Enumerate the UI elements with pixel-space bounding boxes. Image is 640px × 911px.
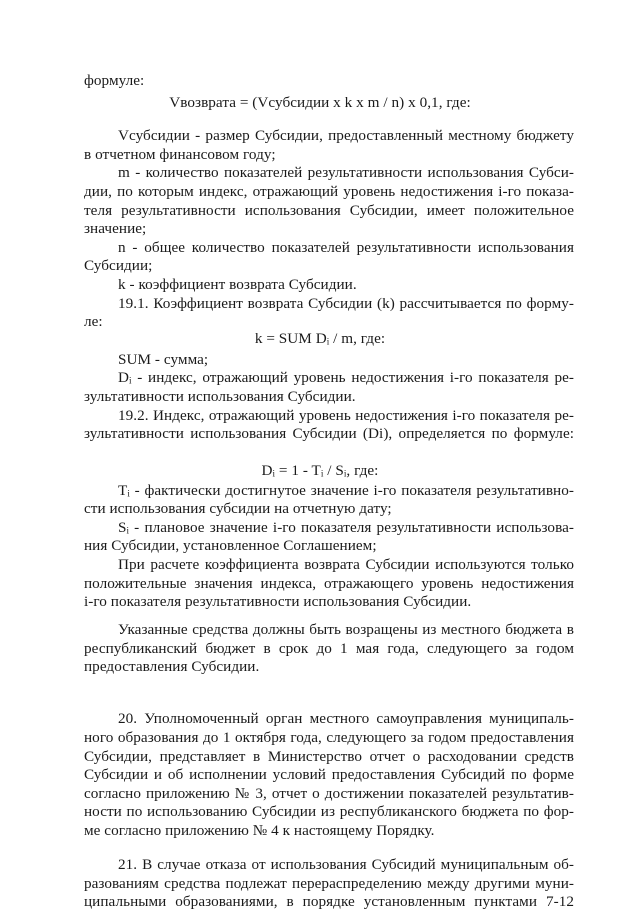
text-line-25: При расчете коэффициента возврата Субсидии используются только bbox=[118, 556, 574, 573]
text-line-19: зультативности использования Субсидии (Di), определяется по формуле: bbox=[84, 425, 574, 442]
text-line-33: Субсидии, представляет в Министерство отчет о расходовании средств bbox=[84, 748, 574, 765]
text-line-4: в отчетном финансовом году; bbox=[84, 146, 276, 163]
text-line-16: Dᵢ - индекс, отражающий уровень недостижения i-го показателя ре- bbox=[118, 369, 574, 386]
text-line-32: ного образования до 1 октября года, следующего за годом предоставления bbox=[84, 729, 574, 746]
text-line-15: SUM - сумма; bbox=[118, 351, 209, 368]
text-line-30: предоставления Субсидии. bbox=[84, 658, 260, 675]
text-line-17: зультативности использования Субсидии. bbox=[84, 388, 356, 405]
text-line-37: ме согласно приложению № 4 к настоящему Порядку. bbox=[84, 822, 435, 839]
text-line-36: ности по использованию Субсидии из республиканского бюджета по фор- bbox=[84, 803, 574, 820]
text-line-3: Vсубсидии - размер Субсидии, предоставленный местному бюджету bbox=[118, 127, 574, 144]
text-line-18: 19.2. Индекс, отражающий уровень недостижения i-го показателя ре- bbox=[118, 407, 574, 424]
text-line-11: k - коэффициент возврата Субсидии. bbox=[118, 276, 357, 293]
text-line-21: Tᵢ - фактически достигнутое значение i-го показателя результативно- bbox=[118, 482, 574, 499]
formula-vreturn: Vвозврата = (Vсубсидии x k x m / n) x 0,1, где: bbox=[169, 94, 471, 111]
text-line-9: n - общее количество показателей результативности использования bbox=[118, 239, 574, 256]
text-line-39: разованиям средства подлежат перераспределению между другими муни- bbox=[84, 875, 574, 892]
text-line-7: теля результативности использования Субсидии, имеет положительное bbox=[84, 202, 574, 219]
formula-k: k = SUM Dᵢ / m, где: bbox=[254, 330, 386, 347]
text-line-28: Указанные средства должны быть возращены из местного бюджета в bbox=[118, 621, 574, 638]
text-line-34: Субсидии и об исполнении условий предоставления Субсидий по форме bbox=[84, 766, 574, 783]
text-line-38: 21. В случае отказа от использования Субсидий муниципальным об- bbox=[118, 856, 574, 873]
formula-di: Dᵢ = 1 - Tᵢ / Sᵢ, где: bbox=[261, 462, 379, 479]
text-line-5: m - количество показателей результативности использования Субси- bbox=[118, 164, 574, 181]
text-line-10: Субсидии; bbox=[84, 257, 153, 274]
text-line-27: i-го показателя результативности использования Субсидии. bbox=[84, 593, 472, 610]
text-line-13: ле: bbox=[84, 313, 103, 330]
text-line-22: сти использования субсидии на отчетную дату; bbox=[84, 500, 392, 517]
text-line-31: 20. Уполномоченный орган местного самоуправления муниципаль- bbox=[118, 710, 574, 727]
text-line-24: ния Субсидии, установленное Соглашением; bbox=[84, 537, 377, 554]
text-line-8: значение; bbox=[84, 220, 147, 237]
text-line-1: формуле: bbox=[84, 72, 145, 89]
text-line-12: 19.1. Коэффициент возврата Субсидии (k) рассчитывается по форму- bbox=[118, 295, 574, 312]
text-line-40: ципальными образованиями, в порядке установленным пунктами 7-12 bbox=[84, 893, 574, 910]
text-line-29: республиканский бюджет в срок до 1 мая года, следующего за годом bbox=[84, 640, 574, 657]
text-line-6: дии, по которым индекс, отражающий уровень недостижения i-го показа- bbox=[84, 183, 574, 200]
text-line-23: Sᵢ - плановое значение i-го показателя результативности использова- bbox=[118, 519, 574, 536]
text-line-35: согласно приложению № 3, отчет о достижении показателей результатив- bbox=[84, 785, 574, 802]
text-line-26: положительные значения индекса, отражающего уровень недостижения bbox=[84, 575, 574, 592]
